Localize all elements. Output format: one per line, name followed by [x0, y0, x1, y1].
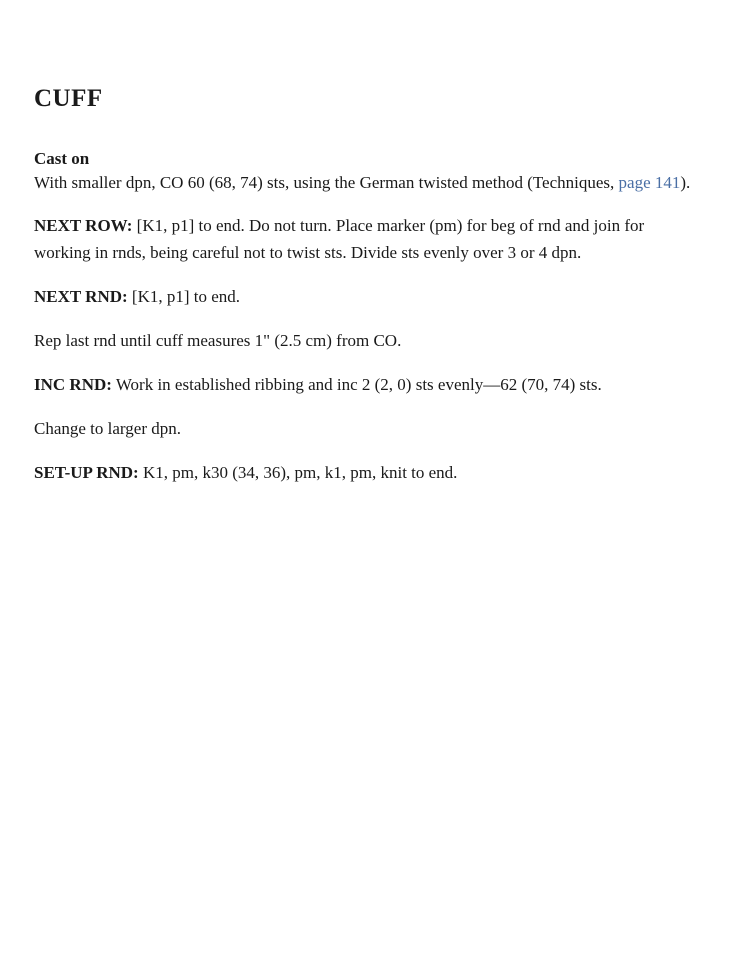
next-row-paragraph — [34, 213, 644, 266]
inc-rnd-paragraph — [34, 372, 602, 399]
next-rnd-text: [K1, p1] to end. — [127, 287, 241, 306]
cast-on-text: With smaller dpn, CO 60 (68, 74) sts, using the German twisted method (Techniques, — [34, 173, 619, 192]
cast-on-paragraph — [34, 170, 690, 197]
page-title: CUFF — [34, 85, 103, 112]
repeat-paragraph: Rep last rnd until cuff measures 1" (2.5 cm) from CO. — [34, 331, 402, 350]
next-rnd-paragraph — [34, 284, 240, 311]
inc-rnd-label: INC RND: — [34, 375, 112, 394]
next-row-text-line1: [K1, p1] to end. Do not turn. Place marker (pm) for beg of rnd and join for — [132, 216, 645, 235]
techniques-page-link[interactable]: page 141 — [618, 173, 681, 192]
cast-on-text-end: ). — [680, 173, 691, 192]
setup-rnd-text: K1, pm, k30 (34, 36), pm, k1, pm, knit to end. — [138, 463, 458, 482]
setup-rnd-paragraph — [34, 460, 457, 487]
next-row-text-line2: working in rnds, being careful not to twist sts. Divide sts evenly over 3 or 4 dpn. — [34, 242, 582, 262]
inc-rnd-text: Work in established ribbing and inc 2 (2, 0) sts evenly—62 (70, 74) sts. — [111, 375, 602, 394]
next-row-label: NEXT ROW: — [34, 216, 133, 235]
setup-rnd-label: SET-UP RND: — [34, 463, 139, 482]
next-rnd-label: NEXT RND: — [34, 287, 128, 306]
cast-on-heading: Cast on — [34, 149, 90, 168]
change-needles-paragraph: Change to larger dpn. — [34, 419, 181, 438]
